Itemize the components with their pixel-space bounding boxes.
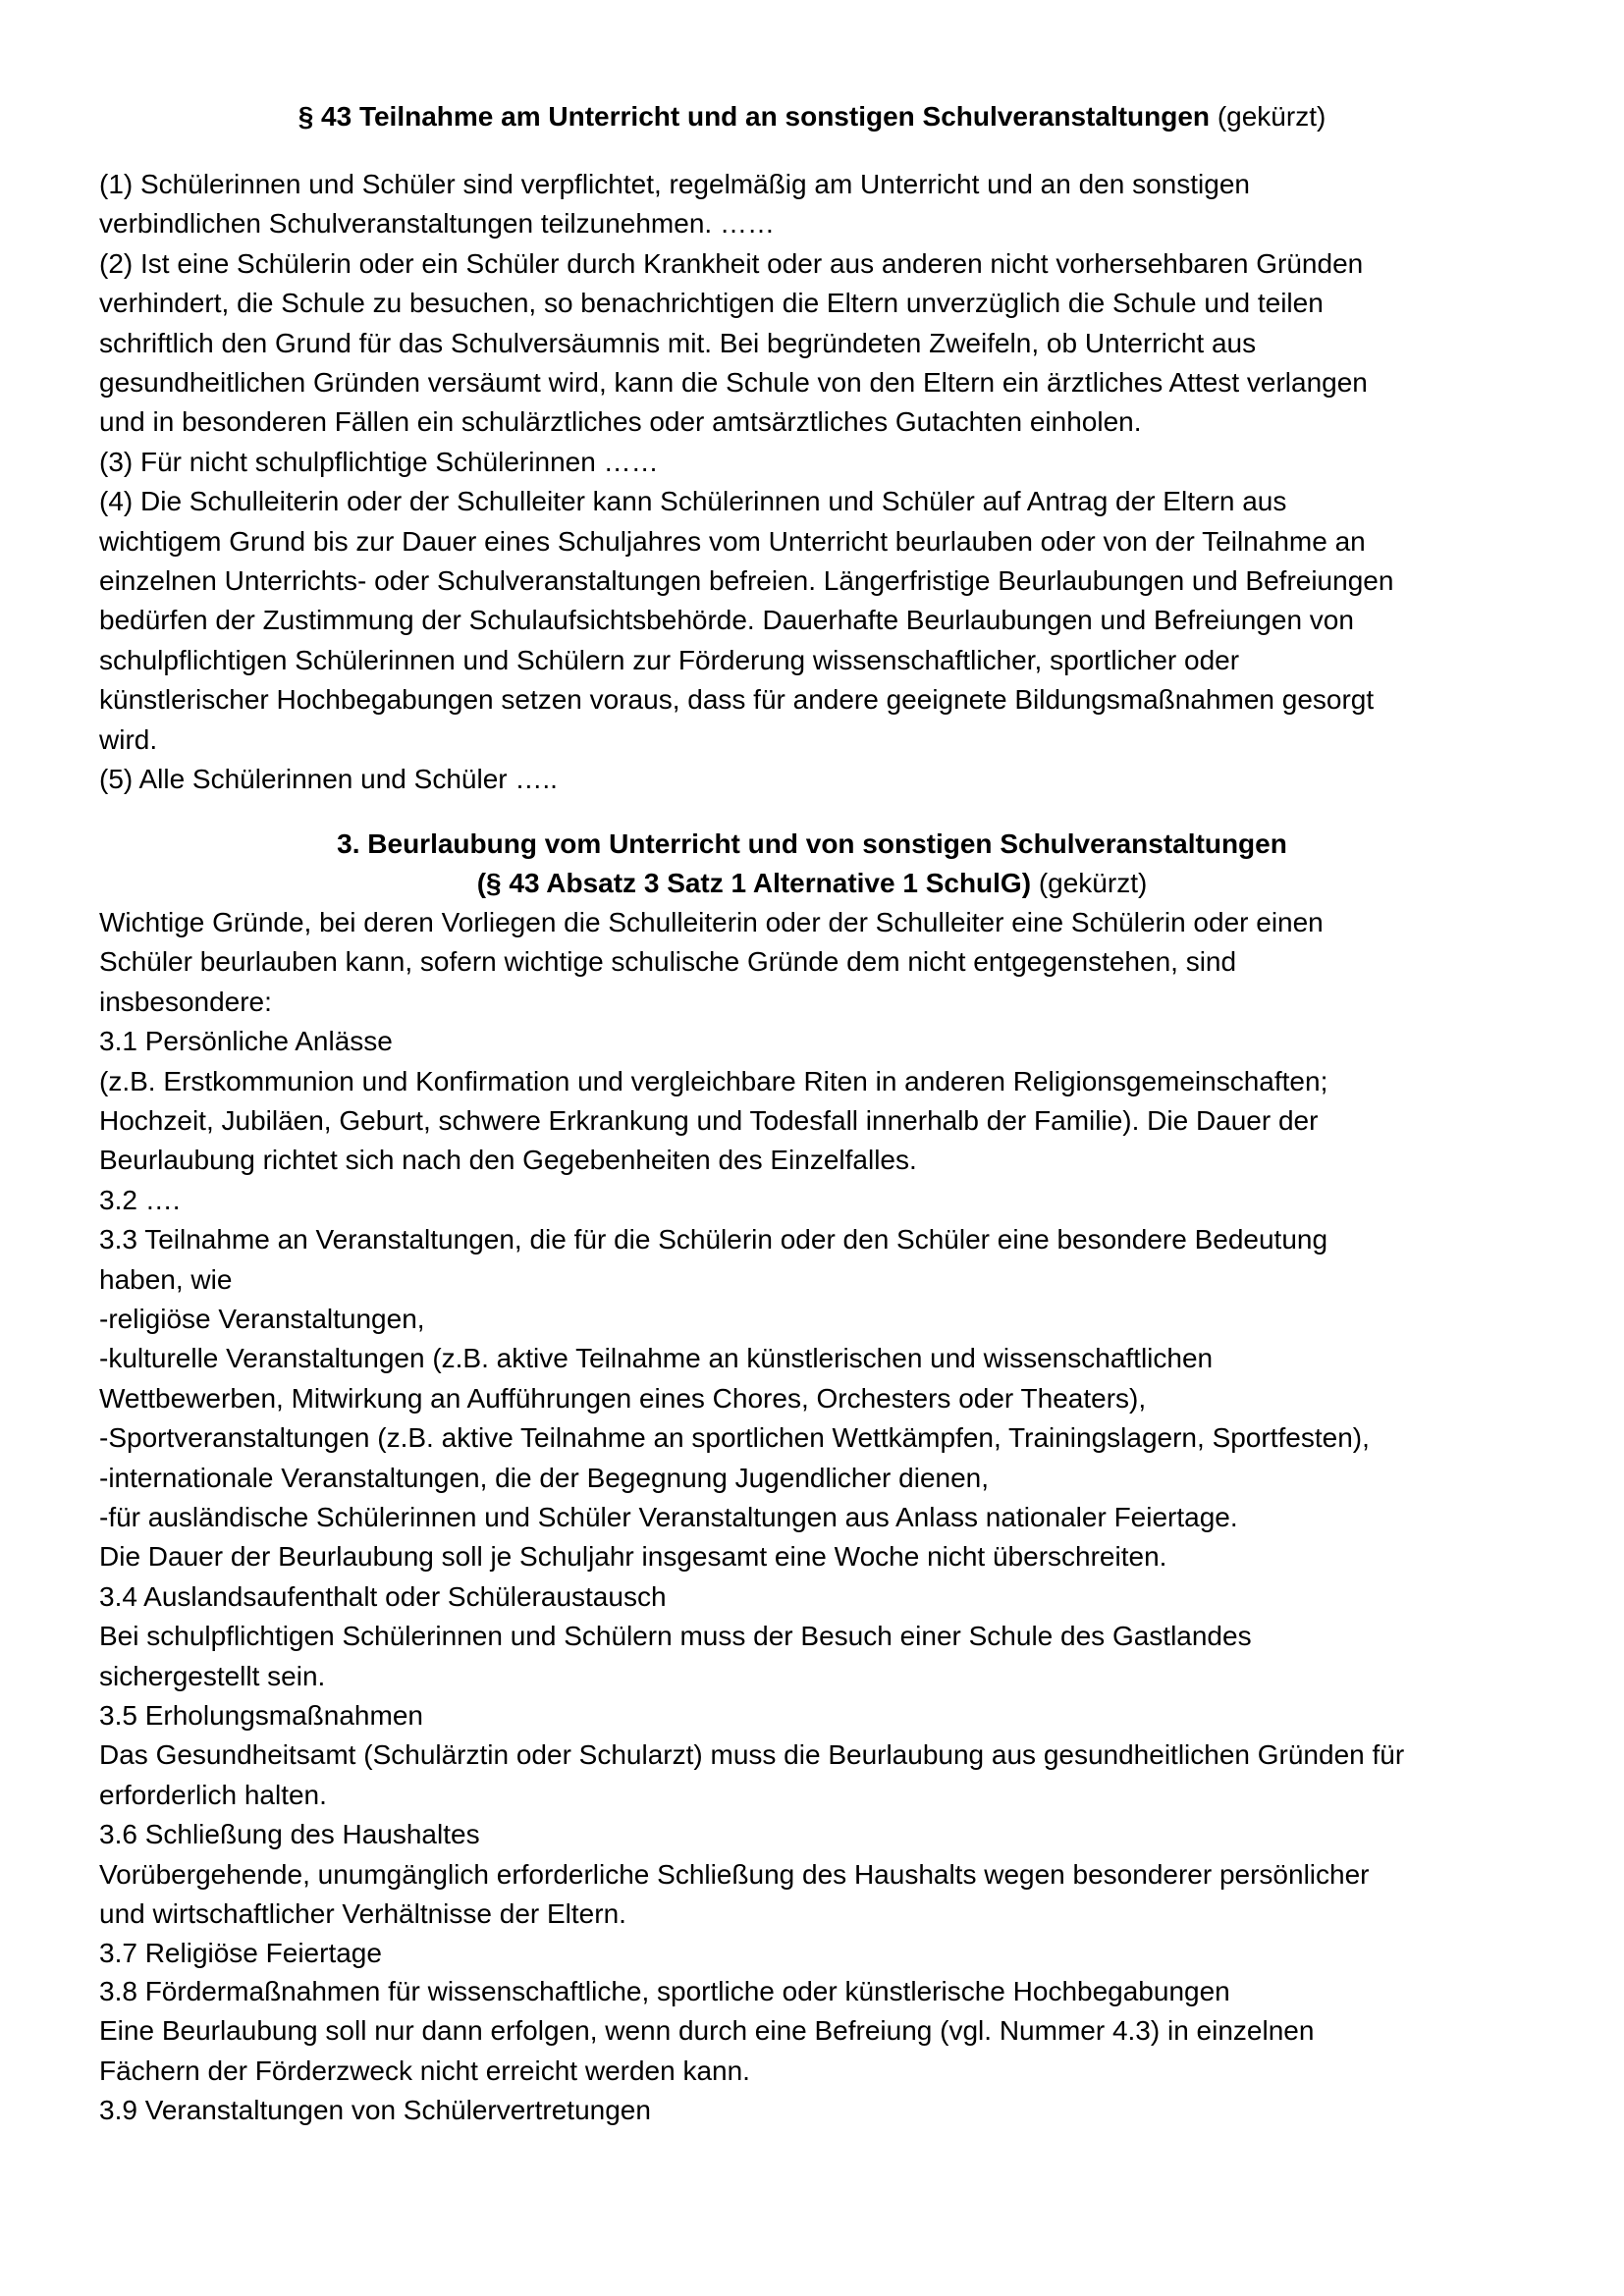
- list-item-3-6: 3.6 Schließung des Haushaltes: [99, 1819, 480, 1849]
- list-item-3-3: 3.3 Teilnahme an Veranstaltungen, die für die Schülerin oder den Schüler eine besondere Bedeutung: [99, 1224, 1328, 1255]
- section-3-subheading-bold: (§ 43 Absatz 3 Satz 1 Alternative 1 SchulG): [476, 868, 1032, 898]
- body-line: Hochzeit, Jubiläen, Geburt, schwere Erkrankung und Todesfall innerhalb der Familie). Die Dauer der: [99, 1105, 1319, 1136]
- list-item-3-7: 3.7 Religiöse Feiertage: [99, 1938, 382, 1968]
- body-line: Schüler beurlauben kann, sofern wichtige schulische Gründe dem nicht entgegenstehen, sind: [99, 946, 1237, 977]
- body-line: verbindlichen Schulveranstaltungen teilzunehmen. ……: [99, 208, 775, 239]
- body-line: insbesondere:: [99, 987, 272, 1017]
- bullet-line: -internationale Veranstaltungen, die der Begegnung Jugendlicher dienen,: [99, 1463, 990, 1493]
- body-line: einzelnen Unterrichts- oder Schulveranstaltungen befreien. Längerfristige Beurlaubungen und Befreiungen: [99, 565, 1394, 596]
- body-line: (4) Die Schulleiterin oder der Schulleiter kann Schülerinnen und Schüler auf Antrag der Eltern aus: [99, 486, 1287, 516]
- body-line: verhindert, die Schule zu besuchen, so benachrichtigen die Eltern unverzüglich die Schule und teilen: [99, 288, 1324, 318]
- list-item-3-1: 3.1 Persönliche Anlässe: [99, 1026, 393, 1056]
- body-line: gesundheitlichen Gründen versäumt wird, kann die Schule von den Eltern ein ärztliches Attest verlangen: [99, 367, 1368, 398]
- bullet-line: -für ausländische Schülerinnen und Schüler Veranstaltungen aus Anlass nationaler Feiertage.: [99, 1502, 1238, 1532]
- body-line: Beurlaubung richtet sich nach den Gegebenheiten des Einzelfalles.: [99, 1145, 917, 1175]
- body-line: und in besonderen Fällen ein schulärztliches oder amtsärztliches Gutachten einholen.: [99, 406, 1142, 437]
- section-43-title-suffix: (gekürzt): [1210, 101, 1326, 132]
- list-item-3-4: 3.4 Auslandsaufenthalt oder Schüleraustausch: [99, 1581, 667, 1612]
- list-item-3-8: 3.8 Fördermaßnahmen für wissenschaftliche, sportliche oder künstlerische Hochbegabungen: [99, 1976, 1230, 2006]
- body-line: (2) Ist eine Schülerin oder ein Schüler durch Krankheit oder aus anderen nicht vorhersehbaren Gründen: [99, 248, 1364, 279]
- body-line: wird.: [99, 724, 158, 755]
- body-line: haben, wie: [99, 1264, 233, 1295]
- body-line: Eine Beurlaubung soll nur dann erfolgen, wenn durch eine Befreiung (vgl. Nummer 4.3) in einzelnen: [99, 2015, 1315, 2046]
- body-line: Die Dauer der Beurlaubung soll je Schuljahr insgesamt eine Woche nicht überschreiten.: [99, 1541, 1167, 1572]
- bullet-line: -religiöse Veranstaltungen,: [99, 1304, 425, 1334]
- body-line: wichtigem Grund bis zur Dauer eines Schuljahres vom Unterricht beurlauben oder von der Teilnahme an: [99, 526, 1366, 557]
- body-line: schulpflichtigen Schülerinnen und Schülern zur Förderung wissenschaftlicher, sportlicher oder: [99, 645, 1240, 675]
- body-line: Bei schulpflichtigen Schülerinnen und Schülern muss der Besuch einer Schule des Gastlandes: [99, 1621, 1252, 1651]
- body-line: künstlerischer Hochbegabungen setzen voraus, dass für andere geeignete Bildungsmaßnahmen gesorgt: [99, 684, 1375, 715]
- body-line: schriftlich den Grund für das Schulversäumnis mit. Bei begründeten Zweifeln, ob Unterricht aus: [99, 328, 1257, 358]
- bullet-line: -Sportveranstaltungen (z.B. aktive Teilnahme an sportlichen Wettkämpfen, Trainingslagern, Sportfesten),: [99, 1422, 1370, 1453]
- list-item-3-2: 3.2 ….: [99, 1185, 181, 1215]
- list-item-3-5: 3.5 Erholungsmaßnahmen: [99, 1700, 423, 1731]
- body-line: (1) Schülerinnen und Schüler sind verpflichtet, regelmäßig am Unterricht und an den sonstigen: [99, 169, 1250, 199]
- body-line: Fächern der Förderzweck nicht erreicht werden kann.: [99, 2056, 750, 2086]
- bullet-line: -kulturelle Veranstaltungen (z.B. aktive Teilnahme an künstlerischen und wissenschaftlichen: [99, 1343, 1214, 1373]
- section-3-subheading: [0, 864, 1624, 903]
- body-line: erforderlich halten.: [99, 1780, 327, 1810]
- body-line: und wirtschaftlicher Verhältnisse der Eltern.: [99, 1898, 626, 1929]
- body-line: (5) Alle Schülerinnen und Schüler …..: [99, 764, 558, 794]
- list-item-3-9: 3.9 Veranstaltungen von Schülervertretungen: [99, 2095, 651, 2125]
- body-line: bedürfen der Zustimmung der Schulaufsichtsbehörde. Dauerhafte Beurlaubungen und Befreiungen von: [99, 605, 1354, 635]
- body-line: (3) Für nicht schulpflichtige Schülerinnen ……: [99, 447, 659, 477]
- section-3-heading: 3. Beurlaubung vom Unterricht und von sonstigen Schulveranstaltungen: [337, 828, 1287, 859]
- body-line: sichergestellt sein.: [99, 1661, 326, 1691]
- body-line: Wettbewerben, Mitwirkung an Aufführungen eines Chores, Orchesters oder Theaters),: [99, 1383, 1147, 1414]
- body-line: Wichtige Gründe, bei deren Vorliegen die Schulleiterin oder der Schulleiter eine Schülerin oder einen: [99, 907, 1324, 937]
- body-line: Das Gesundheitsamt (Schulärztin oder Schularzt) muss die Beurlaubung aus gesundheitlichen Gründen für: [99, 1739, 1405, 1770]
- body-line: (z.B. Erstkommunion und Konfirmation und vergleichbare Riten in anderen Religionsgemeinschaften;: [99, 1066, 1328, 1096]
- body-line: Vorübergehende, unumgänglich erforderliche Schließung des Haushalts wegen besonderer persönlicher: [99, 1859, 1370, 1890]
- section-43-title: [0, 97, 1624, 136]
- section-43-title-bold: § 43 Teilnahme am Unterricht und an sonstigen Schulveranstaltungen: [298, 101, 1211, 132]
- section-3-subheading-suffix: (gekürzt): [1031, 868, 1148, 898]
